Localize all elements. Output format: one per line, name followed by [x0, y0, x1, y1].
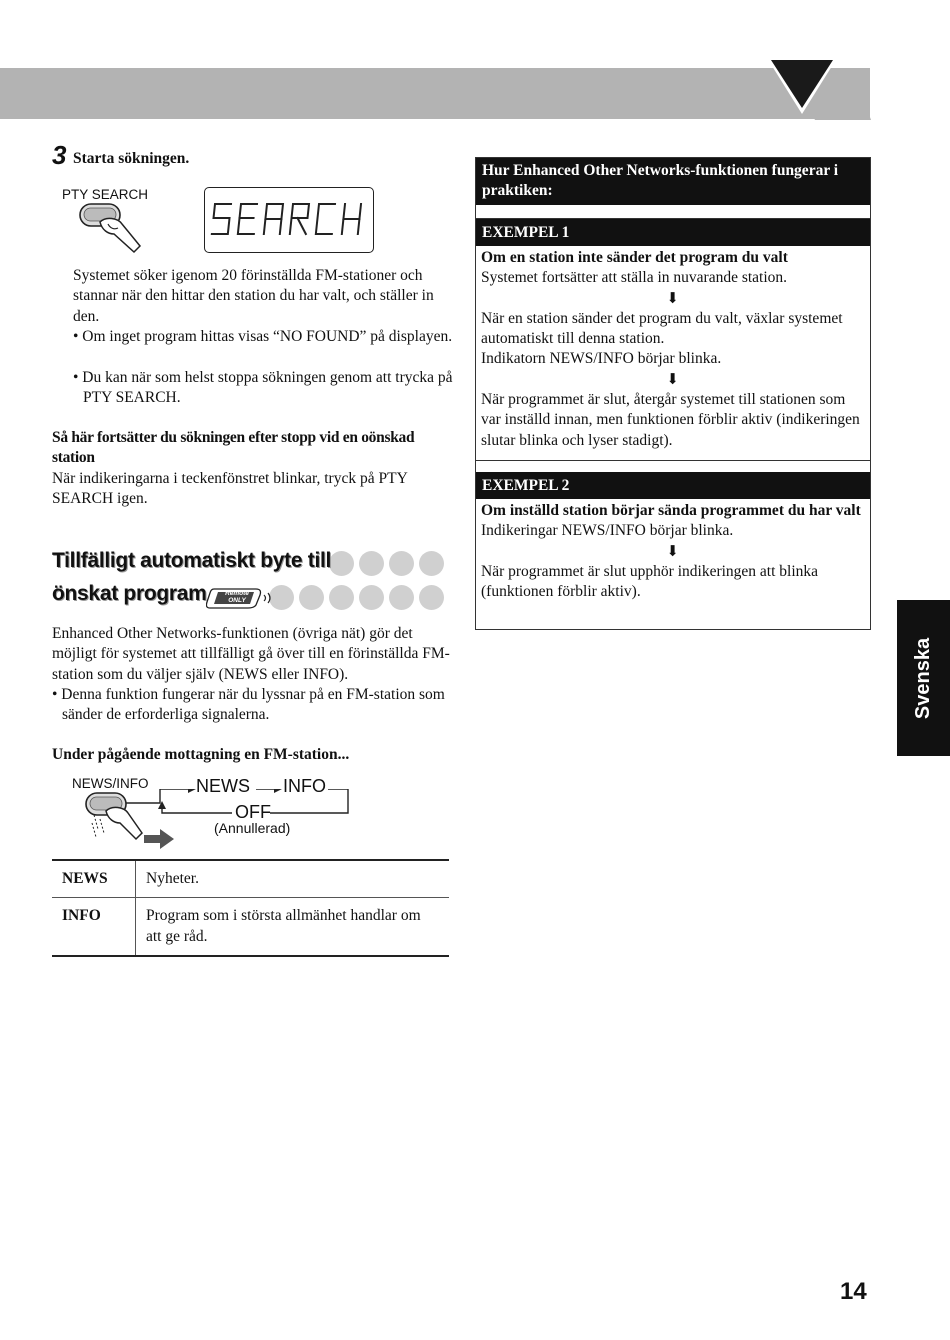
news-info-label: NEWS/INFO: [72, 776, 149, 791]
corner-triangle-icon: [765, 56, 875, 122]
cycle-off: OFF: [235, 802, 271, 822]
example2-p2: När programmet är slut upphör indikeringen att blinka (funktionen förblir aktiv).: [481, 562, 819, 601]
step-number: 3: [52, 140, 67, 170]
remote-only-icon: [206, 587, 264, 607]
remote-badge-line1: Remote: [225, 590, 249, 597]
down-arrow-icon: ⬇: [666, 290, 679, 307]
step-bullet-2: • Du kan när som helst stoppa sökningen genom att trycka på PTY SEARCH.: [73, 369, 453, 407]
remote-badge-line2: ONLY: [228, 597, 246, 604]
down-arrow-icon: ⬇: [666, 371, 679, 388]
example1-p3: Indikatorn NEWS/INFO börjar blinka.: [481, 350, 722, 368]
section-title-line1: Tillfälligt automatiskt byte till: [52, 549, 332, 572]
example1-p1: Systemet fortsätter att ställa in nuvarande station.: [481, 269, 788, 287]
example2-p1: Indikeringar NEWS/INFO börjar blinka.: [481, 522, 734, 540]
term-info: INFO: [52, 898, 136, 956]
down-arrow-icon: ⬇: [666, 543, 679, 560]
term-news: NEWS: [52, 860, 136, 898]
pty-search-label: PTY SEARCH: [62, 187, 149, 202]
cycle-info: INFO: [283, 776, 326, 796]
step-bullet-1: • Om inget program hittas visas “NO FOUND” på displayen.: [73, 328, 453, 345]
desc-info: Program som i största allmänhet handlar om att ge råd.: [146, 907, 421, 945]
example2-label: EXEMPEL 2: [476, 472, 870, 499]
table-row: [52, 860, 449, 898]
language-tab-label: Svenska: [912, 637, 935, 719]
example2-heading: Om inställd station börjar sända programmet du har valt: [481, 502, 861, 519]
example1-p4: När programmet är slut, återgår systemet till stationen som var inställd innan, men funktionen förblir aktiv (indikeringen slutar blinka och lyser stadigt).: [481, 391, 860, 449]
step-description: Systemet söker igenom 20 förinställda FM-stationer och stannar när den hittar den station du har valt, och ställer in den.: [73, 267, 434, 325]
cycle-news: NEWS: [196, 776, 250, 796]
definitions-table: [52, 859, 449, 957]
example1-p2: När en station sänder det program du valt, växlar systemet automatiskt till denna station.: [481, 309, 843, 348]
info-box-title: Hur Enhanced Other Networks-funktionen fungerar i praktiken:: [476, 158, 870, 205]
page-number: 14: [840, 1278, 867, 1305]
section-intro: Enhanced Other Networks-funktionen (övriga nät) gör det möjligt för systemet att tillfälligt gå över till en förinställda FM-station som du väljer själv (NEWS eller INFO).: [52, 625, 450, 683]
top-banner: [0, 68, 870, 119]
example1-heading: Om en station inte sänder det program du valt: [481, 249, 788, 266]
table-row: [52, 898, 449, 956]
desc-news: Nyheter.: [146, 870, 199, 887]
search-display: [204, 187, 374, 253]
resume-text: När indikeringarna i teckenfönstret blinkar, tryck på PTY SEARCH igen.: [52, 470, 408, 508]
cycle-off-note: (Annullerad): [214, 820, 291, 836]
step-title: Starta sökningen.: [73, 150, 190, 167]
resume-heading: Så här fortsätter du sökningen efter stopp vid en oönskad station: [52, 429, 415, 467]
pty-search-button-icon: [78, 200, 148, 258]
example1-label: EXEMPEL 1: [476, 219, 870, 246]
info-box: [475, 157, 871, 630]
section-title-line2: önskat program: [52, 582, 207, 605]
during-heading: Under pågående mottagning en FM-station...: [52, 746, 350, 763]
section-bullet: • Denna funktion fungerar när du lyssnar på en FM-station som sänder de erforderliga signalerna.: [52, 686, 445, 724]
